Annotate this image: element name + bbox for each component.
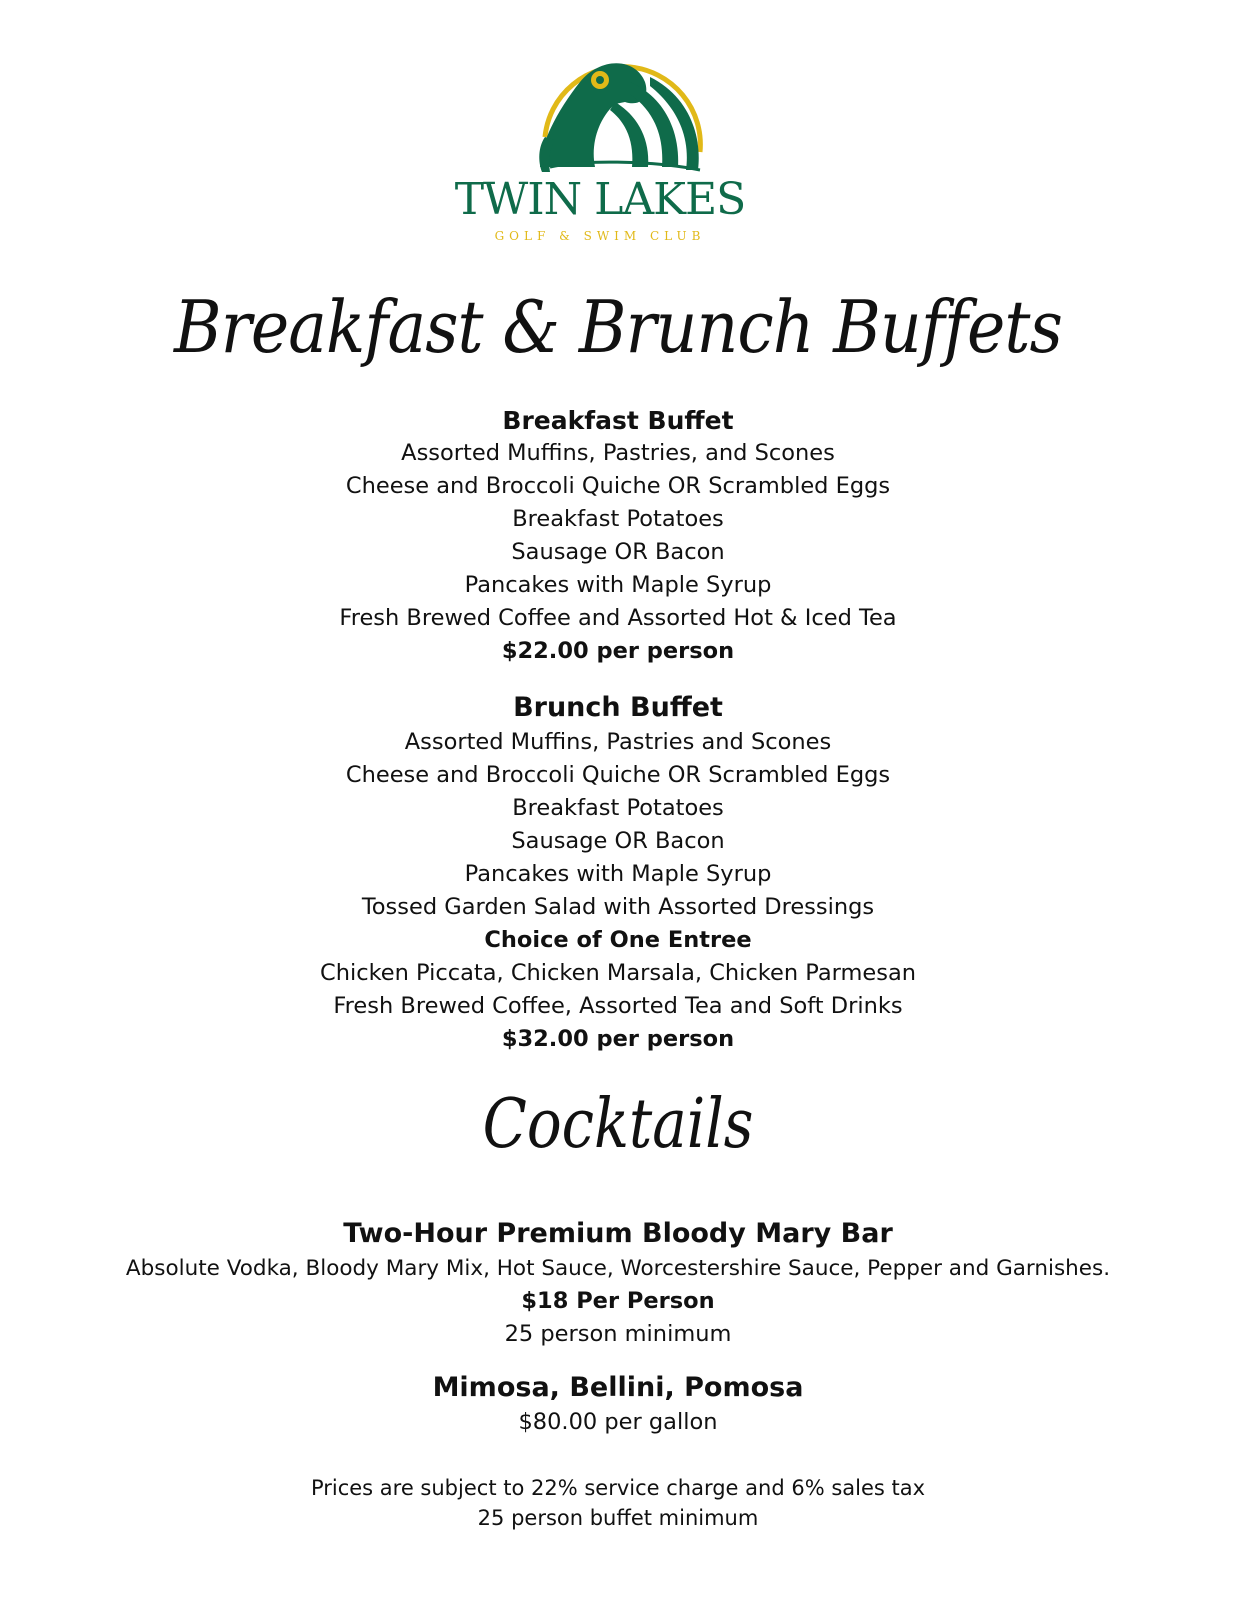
bloody-mary-heading: Two-Hour Premium Bloody Mary Bar	[343, 1218, 893, 1249]
breakfast-item: Fresh Brewed Coffee and Assorted Hot & Iced Tea	[339, 605, 897, 631]
breakfast-item: Breakfast Potatoes	[512, 506, 724, 532]
brunch-item: Sausage OR Bacon	[511, 828, 725, 854]
brunch-buffet-section	[0, 690, 1236, 1056]
bloody-mary-price: $18 Per Person	[521, 1288, 715, 1314]
brunch-buffet-heading: Brunch Buffet	[513, 692, 723, 723]
logo-name-text: TWIN LAKES	[454, 174, 746, 225]
mimosa-section	[0, 1370, 1236, 1439]
mimosa-heading: Mimosa, Bellini, Pomosa	[432, 1372, 804, 1403]
page-title: Breakfast & Brunch Buffets	[174, 285, 1062, 369]
logo-tagline-text: GOLF & SWIM CLUB	[494, 229, 706, 243]
entree-heading: Choice of One Entree	[484, 927, 752, 953]
entree-options: Chicken Piccata, Chicken Marsala, Chicken Parmesan	[319, 960, 917, 986]
breakfast-price: $22.00 per person	[501, 638, 735, 664]
breakfast-item: Cheese and Broccoli Quiche OR Scrambled Eggs	[345, 473, 891, 499]
footer-service-charge: Prices are subject to 22% service charge and 6% sales tax	[310, 1476, 926, 1500]
footer-notes	[0, 1473, 1236, 1533]
brunch-drinks: Fresh Brewed Coffee, Assorted Tea and Soft Drinks	[333, 993, 903, 1019]
bloody-mary-description: Absolute Vodka, Bloody Mary Mix, Hot Sauce, Worcestershire Sauce, Pepper and Garnishes.	[125, 1256, 1111, 1281]
mimosa-price: $80.00 per gallon	[518, 1409, 718, 1435]
brunch-item: Cheese and Broccoli Quiche OR Scrambled Eggs	[345, 762, 891, 788]
brunch-price: $32.00 per person	[501, 1026, 735, 1052]
brunch-item: Tossed Garden Salad with Assorted Dressings	[361, 894, 875, 920]
cocktails-title: Cocktails	[482, 1085, 754, 1164]
brunch-item: Assorted Muffins, Pastries and Scones	[404, 729, 832, 755]
breakfast-item: Sausage OR Bacon	[511, 539, 725, 565]
bloody-mary-minimum: 25 person minimum	[504, 1321, 732, 1347]
breakfast-item: Pancakes with Maple Syrup	[464, 572, 772, 598]
breakfast-item: Assorted Muffins, Pastries, and Scones	[401, 440, 835, 466]
breakfast-buffet-section	[0, 404, 1236, 668]
brunch-item: Breakfast Potatoes	[512, 795, 724, 821]
brunch-item: Pancakes with Maple Syrup	[464, 861, 772, 887]
breakfast-buffet-heading: Breakfast Buffet	[502, 406, 734, 435]
bloody-mary-section	[0, 1216, 1236, 1351]
footer-buffet-minimum: 25 person buffet minimum	[477, 1506, 759, 1530]
twin-lakes-logo	[450, 22, 750, 252]
